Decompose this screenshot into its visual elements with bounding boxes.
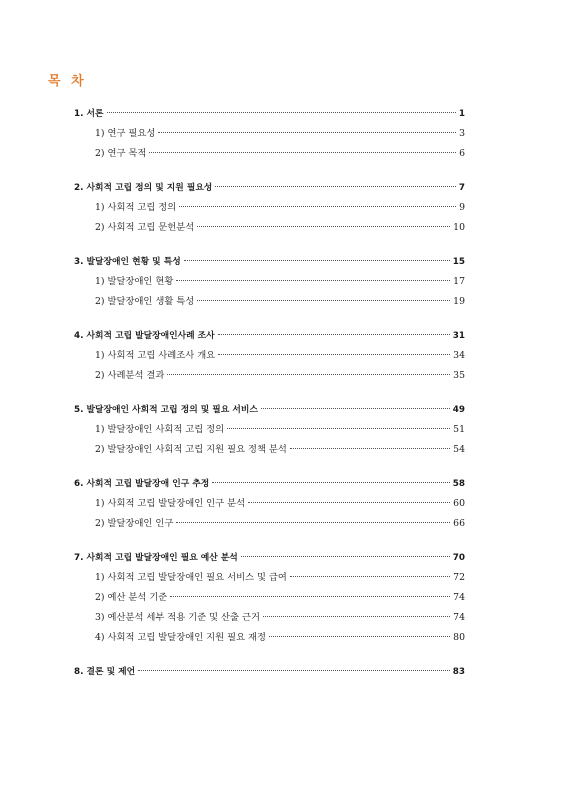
toc-subsection-entry[interactable] (74, 124, 465, 144)
toc-page-number: 31 (452, 331, 465, 341)
dot-leader (261, 408, 450, 409)
toc-page-number: 17 (453, 276, 465, 287)
dot-leader (179, 206, 456, 207)
toc-page-number: 6 (459, 148, 465, 159)
toc-page-number: 51 (453, 424, 465, 435)
toc-subsection-entry[interactable] (74, 218, 465, 238)
toc-subsection-entry[interactable] (74, 292, 465, 312)
toc-entry-label: 1) 발달장애인 사회적 고립 정의 (95, 424, 225, 435)
toc-section (74, 178, 465, 238)
toc-entry-label: 4) 사회적 고립 발달장애인 지원 필요 재정 (95, 632, 266, 643)
toc-page-number: 66 (453, 518, 465, 529)
toc-chapter-entry[interactable] (74, 252, 465, 272)
dot-leader (170, 596, 450, 597)
toc-page-number: 15 (452, 257, 465, 267)
toc-page-number: 35 (453, 370, 465, 381)
dot-leader (197, 300, 450, 301)
toc-section (74, 400, 465, 460)
dot-leader (290, 448, 450, 449)
toc-subsection-entry[interactable] (74, 514, 465, 534)
toc-entry-label: 2) 연구 목적 (95, 148, 147, 159)
dot-leader (263, 616, 450, 617)
toc-subsection-entry[interactable] (74, 198, 465, 218)
dot-leader (227, 428, 450, 429)
dot-leader (158, 132, 456, 133)
toc-subsection-entry[interactable] (74, 420, 465, 440)
toc-subsection-entry[interactable] (74, 588, 465, 608)
toc-entry-label: 1) 사회적 고립 발달장애인 필요 서비스 및 급여 (95, 572, 287, 583)
toc-entry-label: 2) 예산 분석 기준 (95, 592, 168, 603)
toc-subsection-entry[interactable] (74, 144, 465, 164)
toc-chapter-entry[interactable] (74, 474, 465, 494)
toc-section (74, 548, 465, 648)
toc-entry-label: 2) 발달장애인 인구 (95, 518, 174, 529)
toc-entry-label: 5. 발달장애인 사회적 고립 정의 및 필요 서비스 (74, 405, 258, 415)
dot-leader (149, 152, 456, 153)
toc-section (74, 474, 465, 534)
toc-subsection-entry[interactable] (74, 440, 465, 460)
dot-leader (197, 226, 450, 227)
toc-subsection-entry[interactable] (74, 494, 465, 514)
toc-list (74, 104, 465, 696)
toc-entry-label: 1) 사회적 고립 발달장애인 인구 분석 (95, 498, 246, 509)
toc-page-number: 60 (453, 498, 465, 509)
toc-page-number: 49 (452, 405, 465, 415)
toc-entry-label: 1) 사회적 고립 정의 (95, 202, 177, 213)
toc-chapter-entry[interactable] (74, 104, 465, 124)
toc-entry-label: 2) 발달장애인 사회적 고립 지원 필요 정책 분석 (95, 444, 287, 455)
toc-page-number: 72 (453, 572, 465, 583)
toc-chapter-entry[interactable] (74, 400, 465, 420)
toc-title: 목 차 (48, 74, 87, 89)
dot-leader (138, 670, 450, 671)
toc-page-number: 74 (453, 592, 465, 603)
toc-subsection-entry[interactable] (74, 272, 465, 292)
toc-chapter-entry[interactable] (74, 548, 465, 568)
toc-page-number: 3 (459, 128, 465, 139)
toc-entry-label: 1) 발달장애인 현황 (95, 276, 174, 287)
toc-subsection-entry[interactable] (74, 628, 465, 648)
toc-entry-label: 8. 결론 및 제언 (74, 667, 136, 677)
toc-chapter-entry[interactable] (74, 178, 465, 198)
toc-page-number: 74 (453, 612, 465, 623)
dot-leader (215, 186, 456, 187)
toc-section (74, 104, 465, 164)
toc-page-number: 19 (453, 296, 465, 307)
toc-subsection-entry[interactable] (74, 608, 465, 628)
toc-page-number: 83 (452, 667, 465, 677)
dot-leader (218, 334, 450, 335)
dot-leader (167, 374, 450, 375)
toc-page-number: 54 (453, 444, 465, 455)
toc-page-number: 58 (452, 479, 465, 489)
toc-subsection-entry[interactable] (74, 346, 465, 366)
dot-leader (248, 502, 450, 503)
toc-entry-label: 2. 사회적 고립 정의 및 지원 필요성 (74, 183, 213, 193)
toc-subsection-entry[interactable] (74, 568, 465, 588)
toc-chapter-entry[interactable] (74, 326, 465, 346)
dot-leader (184, 260, 450, 261)
toc-entry-label: 3. 발달장애인 현황 및 특성 (74, 257, 181, 267)
toc-page-number: 9 (459, 202, 465, 213)
toc-entry-label: 1) 연구 필요성 (95, 128, 156, 139)
toc-page-number: 34 (453, 350, 465, 361)
toc-entry-label: 1. 서론 (74, 109, 104, 119)
toc-page-number: 7 (458, 183, 465, 193)
toc-section (74, 662, 465, 682)
dot-leader (212, 482, 450, 483)
toc-entry-label: 3) 예산분석 세부 적용 기준 및 산출 근거 (95, 612, 260, 623)
toc-subsection-entry[interactable] (74, 366, 465, 386)
dot-leader (241, 556, 450, 557)
dot-leader (269, 636, 450, 637)
dot-leader (107, 112, 456, 113)
toc-chapter-entry[interactable] (74, 662, 465, 682)
dot-leader (176, 280, 450, 281)
toc-entry-label: 2) 발달장애인 생활 특성 (95, 296, 195, 307)
toc-entry-label: 6. 사회적 고립 발달장애 인구 추정 (74, 479, 210, 489)
toc-page-number: 70 (452, 553, 465, 563)
dot-leader (218, 354, 450, 355)
toc-entry-label: 1) 사회적 고립 사례조사 개요 (95, 350, 216, 361)
toc-entry-label: 2) 사회적 고립 문헌분석 (95, 222, 195, 233)
toc-section (74, 326, 465, 386)
dot-leader (290, 576, 450, 577)
toc-page-number: 80 (453, 632, 465, 643)
toc-section (74, 252, 465, 312)
toc-entry-label: 7. 사회적 고립 발달장애인 필요 예산 분석 (74, 553, 238, 563)
toc-page-number: 10 (453, 222, 465, 233)
dot-leader (176, 522, 450, 523)
toc-entry-label: 4. 사회적 고립 발달장애인사례 조사 (74, 331, 215, 341)
toc-entry-label: 2) 사례분석 결과 (95, 370, 165, 381)
toc-page-number: 1 (458, 109, 465, 119)
